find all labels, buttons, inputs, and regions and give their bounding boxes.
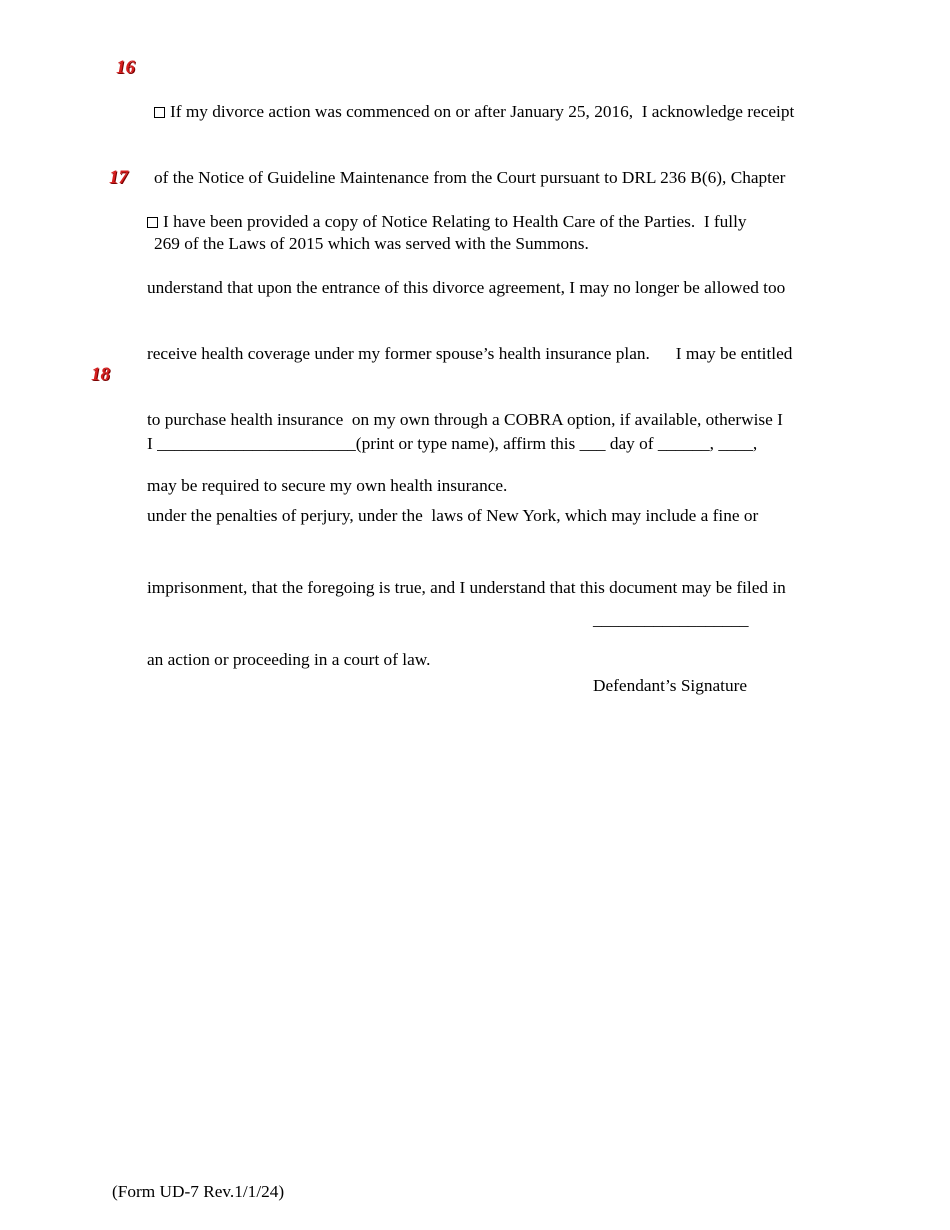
signature-block (593, 565, 749, 741)
item-number-17: 17 (109, 167, 128, 188)
form-footer: (Form UD-7 Rev.1/1/24) (112, 1182, 285, 1201)
item-16-line-1: If my divorce action was commenced on or after January 25, 2016, I acknowledge receipt (154, 101, 794, 123)
item-18-line-1[interactable]: I _______________________(print or type name), affirm this ___ day of ______, ____, (147, 434, 758, 453)
item-17-line-4: to purchase health insurance on my own through a COBRA option, if available, otherwise I (147, 410, 783, 429)
item-17-line-5: may be required to secure my own health insurance. (147, 476, 508, 495)
signature-line[interactable]: __________________ (593, 610, 749, 629)
item-17-checkbox[interactable] (147, 217, 158, 228)
item-number-16: 16 (116, 57, 135, 78)
item-number-18: 18 (91, 364, 110, 385)
item-18-line-3: imprisonment, that the foregoing is true, and I understand that this document may be filed in (147, 578, 786, 597)
item-16-line-2: of the Notice of Guideline Maintenance from the Court pursuant to DRL 236 B(6), Chapter (154, 168, 786, 187)
item-17-line-3: receive health coverage under my former spouse’s health insurance plan. I may be entitled (147, 344, 793, 363)
item-17-line-1: I have been provided a copy of Notice Relating to Health Care of the Parties. I fully (147, 211, 792, 233)
item-16-line-3: 269 of the Laws of 2015 which was served with the Summons. (154, 234, 589, 253)
item-18-line-2: under the penalties of perjury, under the laws of New York, which may include a fine or (147, 506, 759, 525)
item-17-line-2: understand that upon the entrance of this divorce agreement, I may no longer be allowed too (147, 278, 786, 297)
item-18-line-4: an action or proceeding in a court of law. (147, 650, 431, 669)
signature-label: Defendant’s Signature (593, 676, 748, 695)
item-16-checkbox[interactable] (154, 107, 165, 118)
